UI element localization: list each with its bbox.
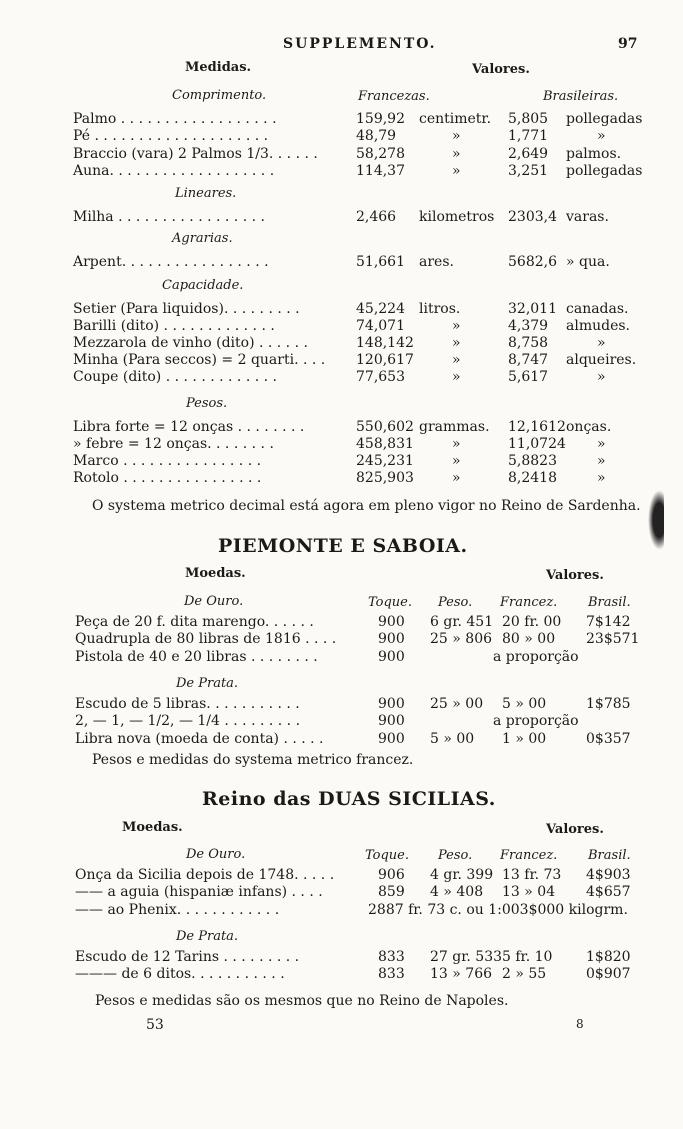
row-name: Libra forte = 12 onças . . . . . . . . [73,419,305,435]
coin-name: —— a aguia (hispaniæ infans) . . . . [75,884,323,900]
col-francezas: Francezas. [358,89,430,104]
piemonte-col-peso: Peso. [438,595,473,610]
section-title: De Ouro. [186,847,246,862]
value-francez: 77,653 [356,369,405,385]
section-title: Agrarias. [172,231,233,246]
row-name: Palmo . . . . . . . . . . . . . . . . . . [73,111,277,127]
section-title: Lineares. [175,186,237,201]
unit-brasil: » [597,128,606,144]
unit-francez: » [452,163,461,179]
sicilias-col-peso: Peso. [438,848,473,863]
sicilias-note: Pesos e medidas são os mesmos que no Reino de Napoles. [95,993,509,1009]
row-name: Rotolo . . . . . . . . . . . . . . . . [73,470,262,486]
sicilias-col-brasil: Brasil. [588,848,631,863]
coin-name: Onça da Sicilia depois de 1748. . . . . [75,867,335,883]
coin-toque: 900 [378,614,405,630]
coin-brasil: 0$357 [586,731,631,747]
unit-francez: » [452,128,461,144]
row-name: Pé . . . . . . . . . . . . . . . . . . . . [73,128,269,144]
piemonte-valores-label: Valores. [546,568,604,583]
page-number: 97 [618,36,638,52]
coin-toque: 900 [378,731,405,747]
unit-francez: » [452,318,461,334]
unit-brasil: canadas. [566,301,629,317]
value-francez: 45,224 [356,301,405,317]
coin-name: —— ao Phenix. . . . . . . . . . . . [75,902,280,918]
value-brasil: 12,1612 [508,419,566,435]
unit-francez: ares. [419,254,454,270]
value-francez: 245,231 [356,453,414,469]
coin-toque: 833 [378,949,405,965]
piemonte-moedas-label: Moedas. [185,566,246,581]
value-francez: 58,278 [356,146,405,162]
coin-peso: 5 » 00 [430,731,475,747]
section-title: De Ouro. [184,594,244,609]
coin-peso: 4 » 408 [430,884,484,900]
coin-francez: 2 » 55 [502,966,547,982]
unit-francez: » [452,352,461,368]
running-header: SUPPLEMENTO. [283,36,437,52]
unit-brasil: onças. [566,419,612,435]
value-brasil: 11,0724 [508,436,566,452]
row-name: Minha (Para seccos) = 2 quarti. . . . [73,352,326,368]
ink-blot [648,490,664,550]
row-name: Braccio (vara) 2 Palmos 1/3. . . . . . [73,146,318,162]
coin-brasil: 1$785 [586,696,631,712]
row-name: Setier (Para liquidos). . . . . . . . . [73,301,300,317]
row-name: Coupe (dito) . . . . . . . . . . . . . [73,369,277,385]
col-brasileiras: Brasileiras. [543,89,619,104]
coin-brasil: 4$903 [586,867,631,883]
footer-mark: 8 [576,1017,584,1031]
coin-brasil: 23$571 [586,631,640,647]
value-brasil: 4,379 [508,318,549,334]
coin-francez: 5 » 00 [502,696,547,712]
value-brasil: 8,747 [508,352,549,368]
value-brasil: 5,8823 [508,453,557,469]
unit-francez: » [452,470,461,486]
value-francez: 159,92 [356,111,405,127]
value-francez: 148,142 [356,335,414,351]
unit-brasil: almudes. [566,318,630,334]
unit-francez: litros. [419,301,461,317]
coin-peso: 2887 fr. 73 c. ou 1:003$000 kilogrm. [368,902,628,918]
piemonte-title: PIEMONTE E SABOIA. [218,535,468,557]
coin-peso: 6 gr. 451 [430,614,494,630]
row-name: Auna. . . . . . . . . . . . . . . . . . . [73,163,275,179]
section-title: De Prata. [176,929,239,944]
section-title: Comprimento. [172,88,267,103]
unit-brasil: pollegadas [566,163,643,179]
unit-brasil: pollegadas [566,111,643,127]
coin-toque: 900 [378,713,405,729]
value-francez: 51,661 [356,254,405,270]
unit-brasil: » [597,369,606,385]
coin-name: 2, — 1, — 1/2, — 1/4 . . . . . . . . . [75,713,301,729]
coin-francez: 20 fr. 00 [502,614,562,630]
section-title: Capacidade. [162,278,244,293]
unit-brasil: » [597,436,606,452]
coin-name: Peça de 20 f. dita marengo. . . . . . [75,614,314,630]
unit-brasil: varas. [566,209,609,225]
unit-francez: » [452,436,461,452]
sicilias-col-francez: Francez. [500,848,558,863]
unit-francez: kilometros [419,209,495,225]
sicilias-valores-label: Valores. [546,822,604,837]
unit-brasil: » qua. [566,254,610,270]
unit-brasil: » [597,470,606,486]
value-francez: 825,903 [356,470,414,486]
value-brasil: 5,617 [508,369,549,385]
coin-francez: 1 » 00 [502,731,547,747]
unit-brasil: » [597,453,606,469]
coin-toque: 900 [378,631,405,647]
coin-name: Escudo de 12 Tarins . . . . . . . . . [75,949,300,965]
coin-brasil: 1$820 [586,949,631,965]
value-brasil: 5,805 [508,111,549,127]
coin-peso: 25 » 806 [430,631,493,647]
value-francez: 458,831 [356,436,414,452]
coin-francez: 13 fr. 73 [502,867,562,883]
value-francez: 120,617 [356,352,414,368]
value-brasil: 2303,4 [508,209,557,225]
coin-francez: a proporção [493,713,579,729]
value-brasil: 8,2418 [508,470,557,486]
coin-brasil: 7$142 [586,614,631,630]
piemonte-col-toque: Toque. [368,595,413,610]
unit-francez: » [452,146,461,162]
piemonte-col-francez: Francez. [500,595,558,610]
coin-peso: 25 » 00 [430,696,484,712]
coin-name: Pistola de 40 e 20 libras . . . . . . . . [75,649,318,665]
medidas-label: Medidas. [185,60,252,75]
value-brasil: 3,251 [508,163,549,179]
coin-brasil: 4$657 [586,884,631,900]
sicilias-moedas-label: Moedas. [122,820,183,835]
piemonte-note: Pesos e medidas do systema metrico francez. [92,752,414,768]
unit-francez: grammas. [419,419,490,435]
row-name: Milha . . . . . . . . . . . . . . . . . [73,209,265,225]
value-brasil: 2,649 [508,146,549,162]
signature-mark: 53 [146,1017,164,1033]
unit-francez: » [452,453,461,469]
coin-name: Quadrupla de 80 libras de 1816 . . . . [75,631,337,647]
valores-label: Valores. [472,62,530,77]
row-name: Barilli (dito) . . . . . . . . . . . . . [73,318,275,334]
row-name: Mezzarola de vinho (dito) . . . . . . [73,335,308,351]
row-name: Marco . . . . . . . . . . . . . . . . [73,453,262,469]
unit-brasil: palmos. [566,146,622,162]
row-name: Arpent. . . . . . . . . . . . . . . . . [73,254,269,270]
coin-peso: 13 » 766 [430,966,493,982]
coin-peso: 27 gr. 533 [430,949,503,965]
unit-brasil: alqueires. [566,352,637,368]
unit-brasil: » [597,335,606,351]
coin-francez: 13 » 04 [502,884,556,900]
value-brasil: 5682,6 [508,254,557,270]
value-francez: 550,602 [356,419,414,435]
unit-francez: » [452,369,461,385]
value-francez: 48,79 [356,128,397,144]
coin-toque: 906 [378,867,405,883]
value-brasil: 32,011 [508,301,557,317]
section-title: Pesos. [186,396,228,411]
coin-name: Escudo de 5 libras. . . . . . . . . . . [75,696,300,712]
value-brasil: 1,771 [508,128,549,144]
sicilias-title: Reino das DUAS SICILIAS. [202,788,496,810]
coin-francez: 80 » 00 [502,631,556,647]
piemonte-col-brasil: Brasil. [588,595,631,610]
coin-toque: 859 [378,884,405,900]
row-name: » febre = 12 onças. . . . . . . . [73,436,274,452]
sardenha-note: O systema metrico decimal está agora em pleno vigor no Reino de Sardenha. [92,498,641,514]
coin-francez: a proporção [493,649,579,665]
unit-francez: » [452,335,461,351]
coin-toque: 900 [378,649,405,665]
value-francez: 2,466 [356,209,397,225]
unit-francez: centimetr. [419,111,492,127]
coin-peso: 4 gr. 399 [430,867,494,883]
section-title: De Prata. [176,676,239,691]
value-francez: 74,071 [356,318,405,334]
coin-brasil: 0$907 [586,966,631,982]
sicilias-col-toque: Toque. [365,848,410,863]
coin-name: Libra nova (moeda de conta) . . . . . [75,731,324,747]
value-brasil: 8,758 [508,335,549,351]
coin-toque: 833 [378,966,405,982]
coin-francez: 5 fr. 10 [502,949,553,965]
coin-name: ——— de 6 ditos. . . . . . . . . . . [75,966,285,982]
coin-toque: 900 [378,696,405,712]
value-francez: 114,37 [356,163,405,179]
